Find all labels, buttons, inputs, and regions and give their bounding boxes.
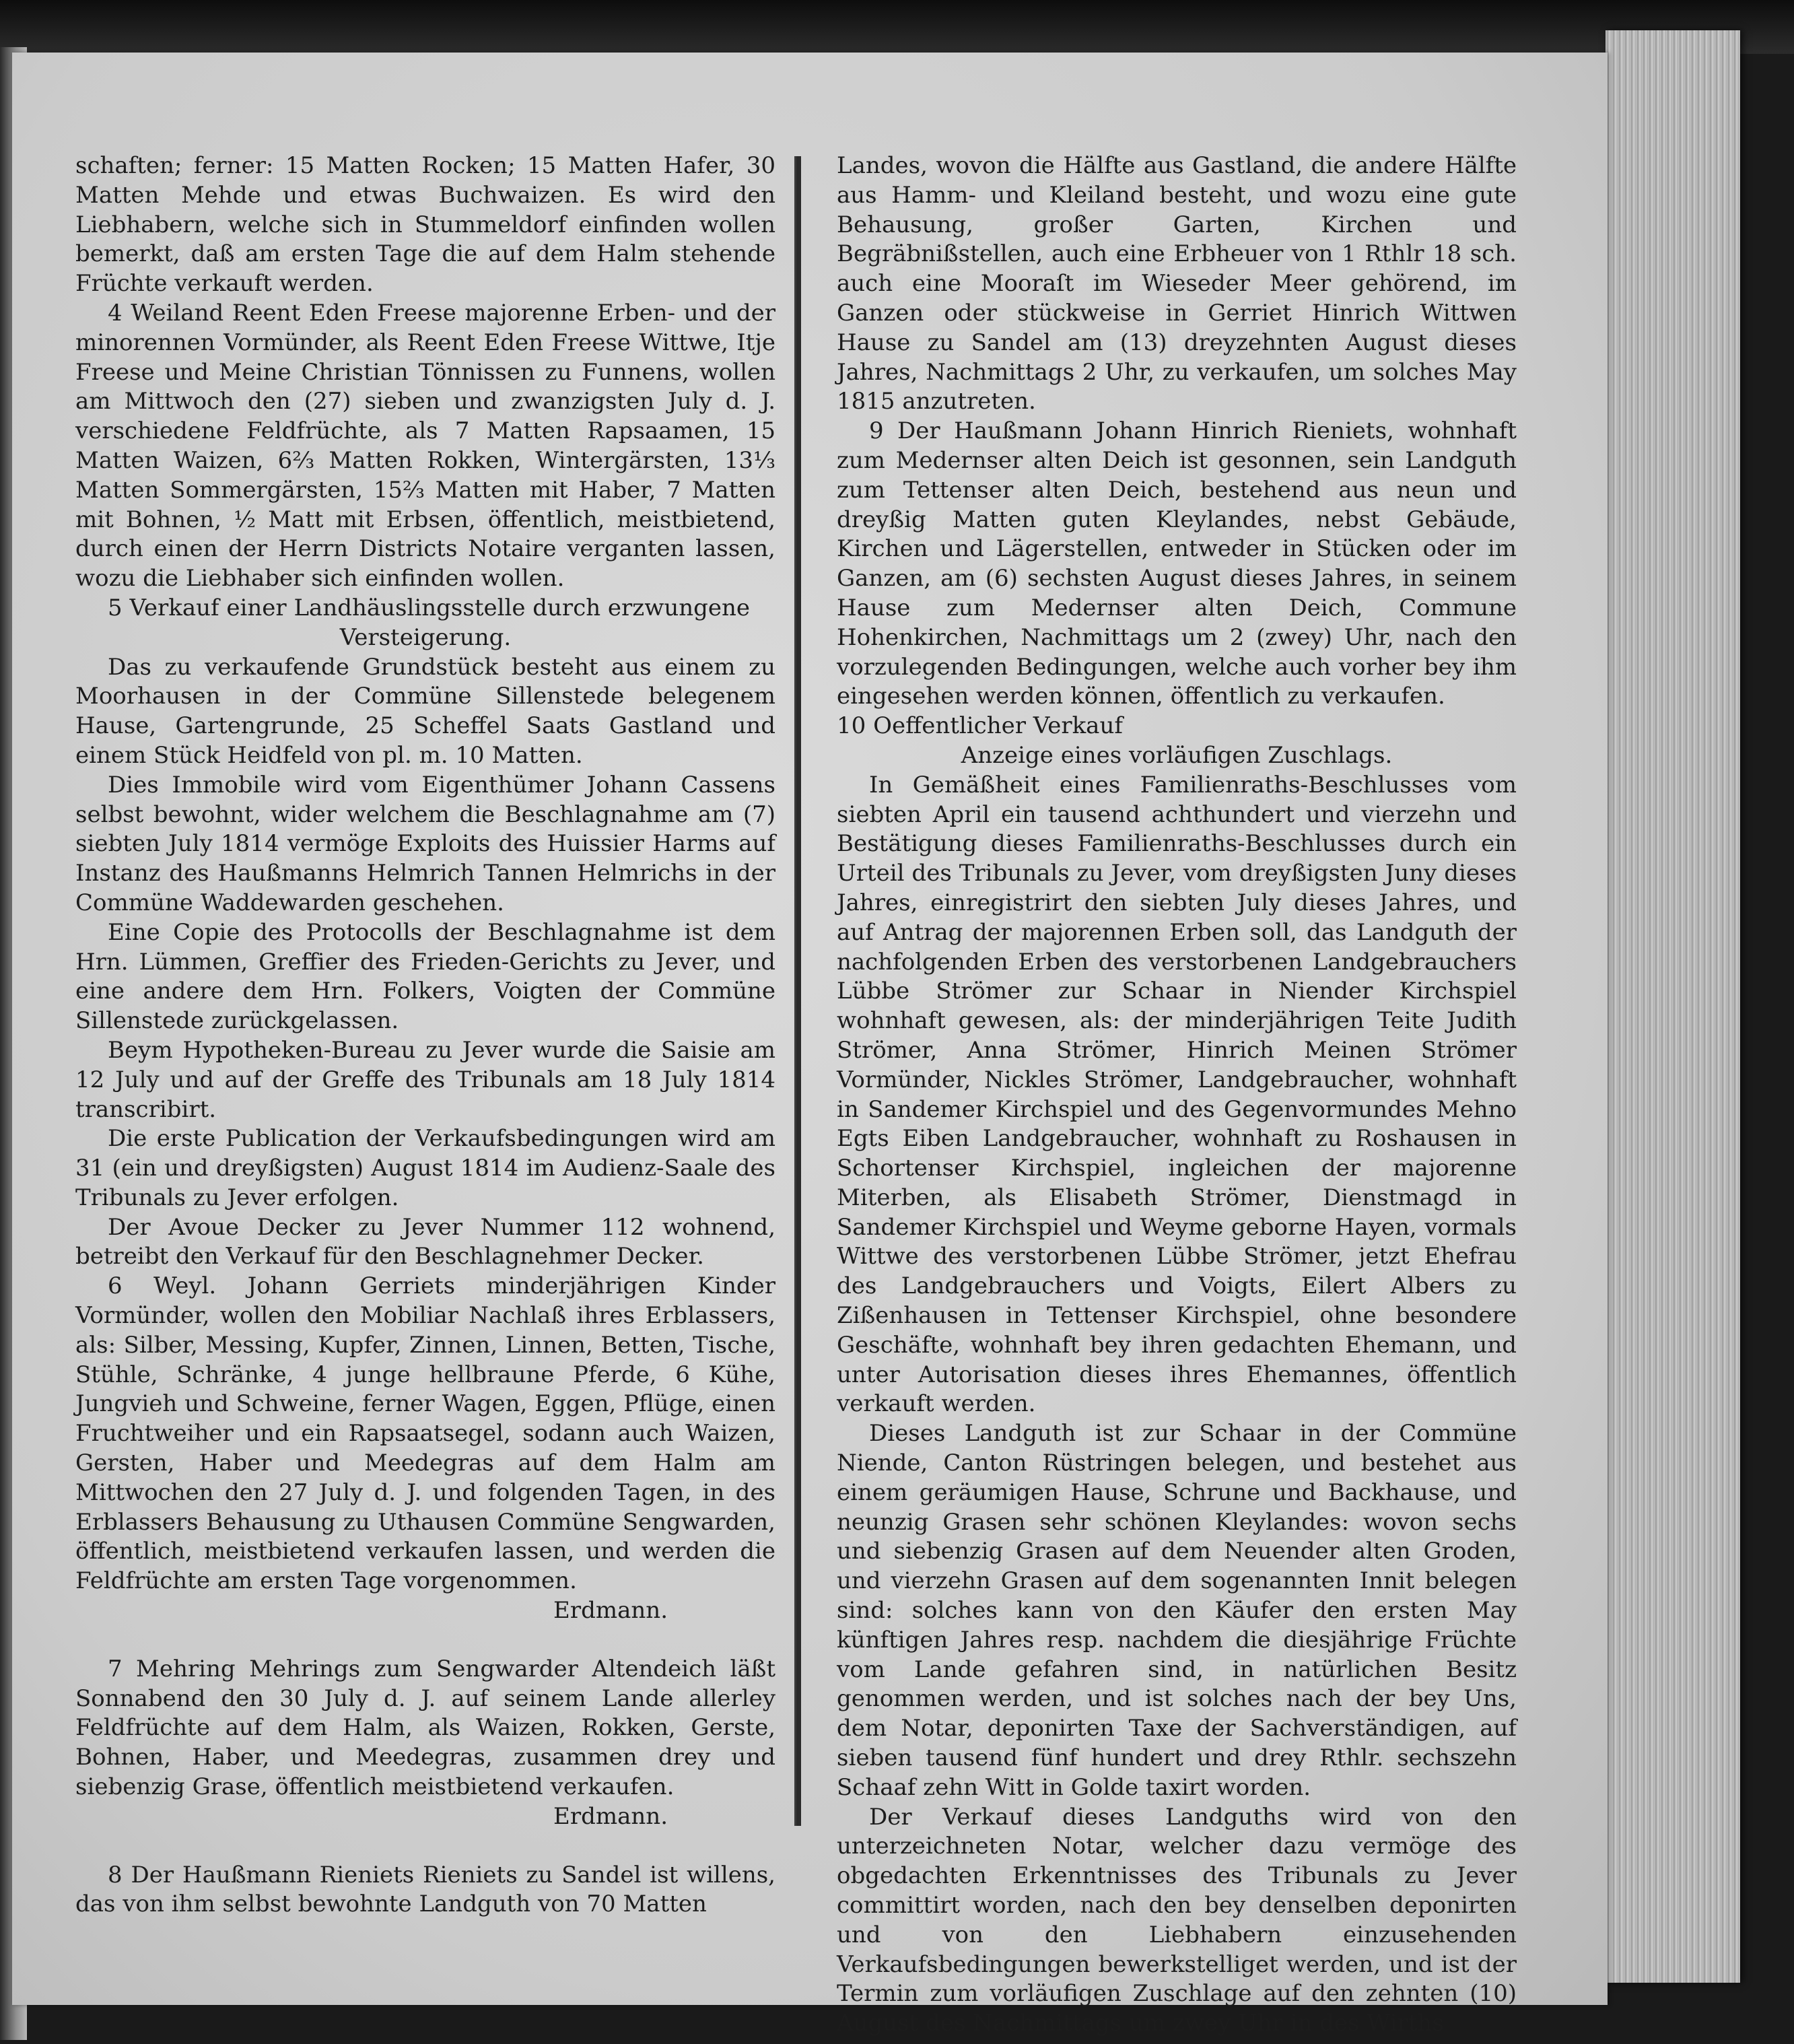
right-text-column (837, 151, 1517, 2039)
paragraph: Der Verkauf dieses Landguths wird von den unterzeichneten Notar, welcher dazu vermöge des obgedachten Erkenntnisses des Tribunals zu Jever committirt worden, nach den bey denselben deponirten und von den Liebhabern einzusehenden Verkaufsbedingungen bewerkstelliget werden, und ist der Termin zum vorläufigen Zuschlage auf den zehnten (10) August des Nachmittags um zwey Uhr in des Wirths (837, 1803, 1517, 2037)
paragraph: schaften; ferner: 15 Matten Rocken; 15 Matten Hafer, 30 Matten Mehde und etwas Buchwaizen. Es wird den Liebhabern, welche sich in Stummeldorf einfinden wollen bemerkt, daß am ersten Tage die auf dem Halm stehende Früchte verkauft werden. (75, 152, 775, 298)
column-divider-rule (794, 156, 801, 1826)
paragraph: Der Avoue Decker zu Jever Nummer 112 wohnend, betreibt den Verkauf für den Beschlagnehmer Decker. (75, 1213, 775, 1270)
paragraph: Anzeige eines vorläufigen Zuschlags. (961, 741, 1393, 769)
paragraph: 5 Verkauf einer Landhäuslingsstelle durch erzwungene (108, 594, 751, 621)
paragraph: Das zu verkaufende Grundstück besteht aus einem zu Moorhausen in der Commüne Sillenstede belegenem Hause, Gartengrunde, 25 Scheffel Saats Gastland und einem Stück Heidfeld von pl. m. 10 Matten. (75, 653, 775, 769)
paragraph: 10 Oeffentlicher Verkauf (837, 712, 1123, 740)
paragraph: Landes, wovon die Hälfte aus Gastland, die andere Hälfte aus Hamm- und Kleiland besteht, und wozu eine gute Behausung, großer Garten, Kirchen und Begräbnißstellen, auch eine Erbheuer von 1 Rthlr 18 sch. auch eine Mooraſt im Wieseder Meer gehörend, im Ganzen oder stückweise in Gerriet Hinrich Wittwen Hause zu Sandel am (13) dreyzehnten August dieses Jahres, Nachmittags 2 Uhr, zu verkaufen, um solches May 1815 anzutreten. (837, 152, 1517, 415)
paragraph: Dieses Landguth ist zur Schaar in der Commüne Niende, Canton Rüstringen belegen, und bestehet aus einem geräumigen Hause, Schrune und Backhause, und neunzig Grasen sehr schönen Kleylandes: wovon sechs und siebenzig Grasen auf dem Neuender alten Groden, und vierzehn Grasen auf dem sogenannten Innit belegen sind: solches kann von den Käufer den ersten May künftigen Jahres resp. nachdem die diesjährige Früchte vom Lande gefahren sind, in natürlichen Besitz genommen werden, und ist solches nach der bey Uns, dem Notar, deponirten Taxe der Sachverständigen, auf sieben tausend fünf hundert und drey Rthlr. sechszehn Schaaf zehn Witt in Golde taxirt worden. (837, 1420, 1517, 1801)
paragraph: 7 Mehring Mehrings zum Sengwarder Altendeich läßt Sonnabend den 30 July d. J. auf seinem Lande allerley Feldfrüchte auf dem Halm, als Waizen, Rokken, Gerste, Bohnen, Haber, und Meedegras, zusammen drey und siebenzig Grase, öffentlich meistbietend verkaufen. (75, 1655, 775, 1801)
paragraph: Dies Immobile wird vom Eigenthümer Johann Cassens selbst bewohnt, wider welchem die Beschlagnahme am (7) siebten July 1814 vermöge Exploits des Huissier Harms auf Instanz des Haußmanns Helmrich Tannen Helmrichs in der Commüne Waddewarden geschehen. (75, 771, 775, 916)
paragraph: Erdmann. (553, 1802, 668, 1830)
left-text-column (75, 151, 775, 1919)
paragraph: Beym Hypotheken-Bureau zu Jever wurde die Saisie am 12 July und auf der Greffe des Tribunals am 18 July 1814 transcribirt. (75, 1036, 775, 1123)
paragraph: 6 Weyl. Johann Gerriets minderjährigen Kinder Vormünder, wollen den Mobiliar Nachlaß ihres Erblassers, als: Silber, Messing, Kupfer, Zinnen, Linnen, Betten, Tische, Stühle, Schränke, 4 junge hellbraune Pferde, 6 Kühe, Jungvieh und Schweine, ferner Wagen, Eggen, Pflüge, einen Fruchtweiher und ein Rapsaatsegel, sodann auch Waizen, Gersten, Haber und Meedegras auf dem Halm am Mittwochen den 27 July d. J. und folgenden Tagen, in des Erblassers Behausung zu Uthausen Commüne Sengwarden, öffentlich, meistbietend verkaufen lassen, und werden die Feldfrüchte am ersten Tage vorgenommen. (75, 1272, 775, 1595)
page-stack-edges (1606, 30, 1740, 1983)
paragraph: Erdmann. (553, 1597, 668, 1625)
paragraph: In Gemäßheit eines Familienraths-Beschlusses vom siebten April ein tausend achthundert und vierzehn und Bestätigung dieses Familienraths-Beschlusses durch ein Urteil des Tribunals zu Jever, vom dreyßigsten Juny dieses Jahres, einregistrirt den siebten July dieses Jahres, und auf Antrag der majorennen Erben soll, das Landguth der nachfolgenden Erben des verstorbenen Landgebrauchers Lübbe Strömer zur Schaar in Niender Kirchspiel wohnhaft gewesen, als: der minderjährigen Teite Judith Strömer, Anna Strömer, Hinrich Meinen Strömer Vormünder, Nickles Strömer, Landgebraucher, wohnhaft in Sandemer Kirchspiel und des Gegenvormundes Mehno Egts Eiben Landgebraucher, wohnhaft zu Roshausen in Schortenser Kirchspiel, ingleichen der majorenne Miterben, als Elisabeth Strömer, Dienstmagd in Sandemer Kirchspiel und Weyme geborne Hayen, vormals Wittwe des verstorbenen Lübbe Strömer, jetzt Ehefrau des Landgebrauchers und Voigts, Eilert Albers zu Zißenhausen in Tettenser Kirchspiel, ohne besondere Geschäfte, wohnhaft bey ihren gedachten Ehemann, und unter Autorisation dieses ihres Ehemannes, öffentlich verkauft werden. (837, 771, 1517, 1418)
paragraph: 8 Der Haußmann Rieniets Rieniets zu Sandel ist willens, das von ihm selbst bewohnte Landguth von 70 Matten (75, 1861, 775, 1918)
paragraph: Versteigerung. (339, 623, 512, 651)
scan-top-shadow (0, 0, 1794, 54)
paragraph: 4 Weiland Reent Eden Freese majorenne Erben- und der minorennen Vormünder, als Reent Eden Freese Wittwe, Itje Freese und Meine Christian Tönnissen zu Funnens, wollen am Mittwoch den (27) sieben und zwanzigsten July d. J. verschiedene Feldfrüchte, als 7 Matten Rapsaamen, 15 Matten Waizen, 6⅔ Matten Rokken, Wintergärsten, 13⅓ Matten Sommergärsten, 15⅔ Matten mit Haber, 7 Matten mit Bohnen, ½ Matt mit Erbsen, öffentlich, meistbietend, durch einen der Herrn Districts Notaire verganten lassen, wozu die Liebhaber sich einfinden wollen. (75, 299, 775, 592)
paragraph: 9 Der Haußmann Johann Hinrich Rieniets, wohnhaft zum Medernser alten Deich ist gesonnen, sein Landguth zum Tettenser alten Deich, bestehend aus neun und dreyßig Matten guten Kleylandes, nebst Gebäude, Kirchen und Lägerstellen, entweder in Stücken oder im Ganzen, am (6) sechsten August dieses Jahres, in seinem Hause zum Medernser alten Deich, Commune Hohenkirchen, Nachmittags um 2 (zwey) Uhr, nach den vorzulegenden Bedingungen, welche auch vorher bey ihm eingesehen werden können, öffentlich zu verkaufen. (837, 417, 1517, 710)
paragraph: Eine Copie des Protocolls der Beschlagnahme ist dem Hrn. Lümmen, Greffier des Frieden-Gerichts zu Jever, und eine andere dem Hrn. Folkers, Voigten der Commüne Sillenstede zurückgelassen. (75, 918, 775, 1035)
paragraph: Die erste Publication der Verkaufsbedingungen wird am 31 (ein und dreyßigsten) August 1814 im Audienz-Saale des Tribunals zu Jever erfolgen. (75, 1125, 775, 1211)
